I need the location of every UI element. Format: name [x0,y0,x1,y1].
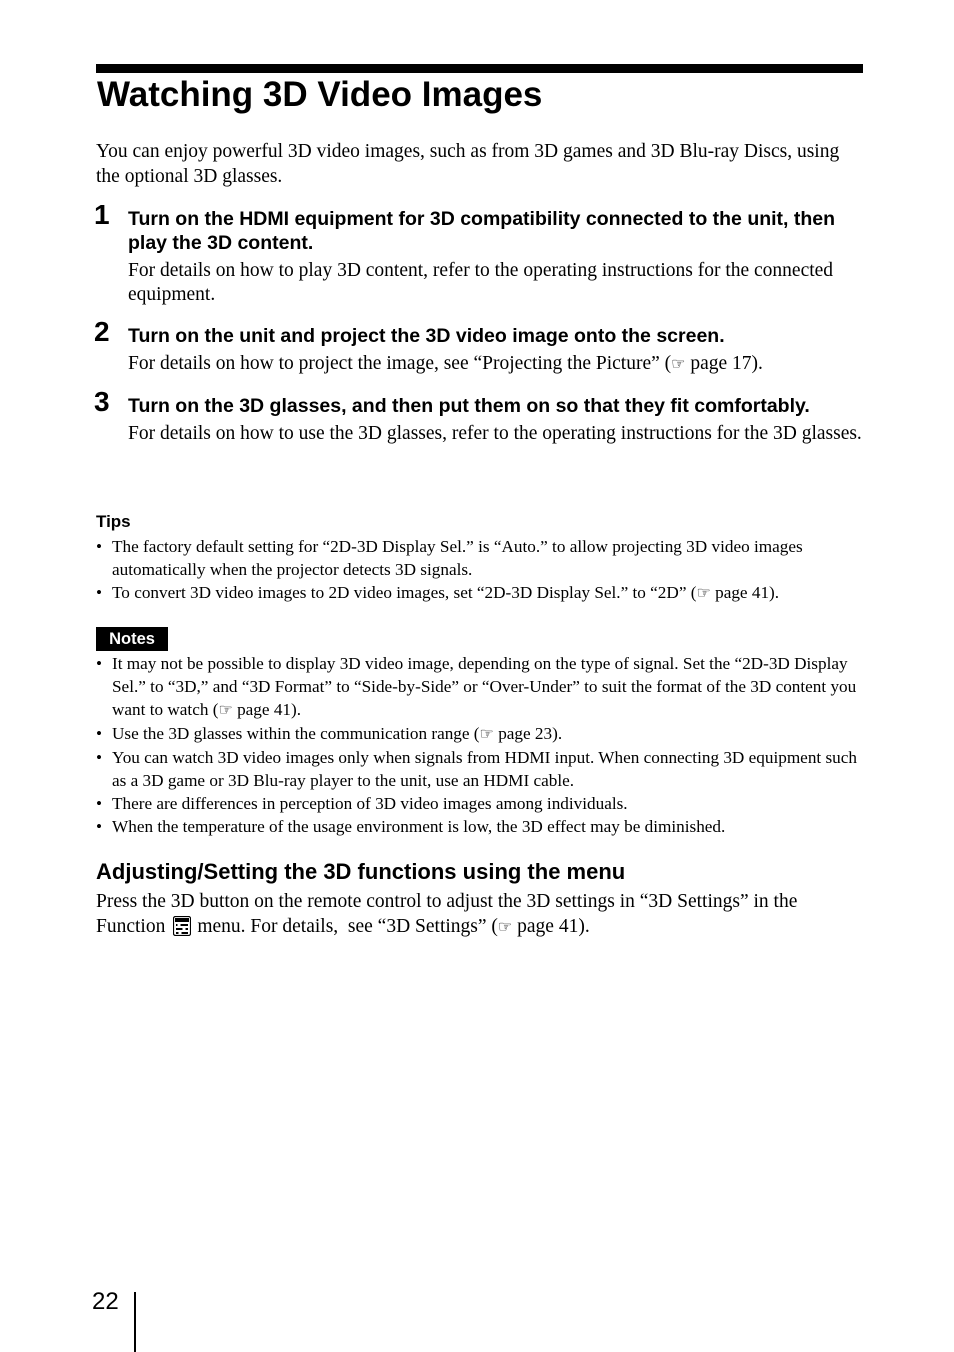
note-text: page 41). [232,700,302,719]
step-body-text: page 17). [685,353,763,374]
pointing-hand-icon: ☞ [218,702,233,719]
page-number: 22 [92,1288,119,1315]
section-heading: Adjusting/Setting the 3D functions using the menu [96,859,626,884]
step-body: For details on how to use the 3D glasses, refer to the operating instructions for the 3D glasses. [128,423,862,444]
list-item [96,652,868,722]
function-menu-icon [173,916,191,936]
intro-paragraph: You can enjoy powerful 3D video images, such as from 3D games and 3D Blu-ray Discs, using the optional 3D glasses. [96,141,840,187]
note-text: There are differences in perception of 3D video images among individuals. [112,794,628,813]
step-number: 2 [94,316,110,347]
bullet-glyph: • [96,583,103,602]
section-text: menu. For details, see “3D Settings” ( [197,916,498,937]
step-3 [94,386,866,446]
tips-list [96,535,868,605]
tips-heading: Tips [96,512,131,531]
note-text: When the temperature of the usage environment is low, the 3D effect may be diminished. [112,817,726,836]
step-heading: Turn on the 3D glasses, and then put them on so that they fit comfortably. [128,395,810,417]
section-text: page 41). [512,916,590,937]
note-text: It may not be possible to display 3D video image, depending on the type of signal. Set the “2D-3D Display Sel.” to “3D,” and “3D Format” to “Side-by-Side” or “Over-Under” to suit the format of the 3D content you want to watch ( [112,654,857,719]
notes-list [96,652,868,838]
step-number: 1 [94,199,110,230]
note-text: You can watch 3D video images only when signals from HDMI input. When connecting 3D equipment such as a 3D game or 3D Blu-ray player to the unit, use an HDMI cable. [112,748,857,790]
pointing-hand-icon: ☞ [479,726,494,743]
step-2 [94,316,866,377]
page-number-rule [134,1292,136,1352]
step-1 [94,199,866,307]
tip-text: To convert 3D video images to 2D video images, set “2D-3D Display Sel.” to “2D” ( [112,583,697,602]
step-body-text: For details on how to project the image, see “Projecting the Picture” ( [128,353,672,374]
bullet-glyph: • [96,794,103,813]
section-body [96,889,868,940]
bullet-glyph: • [96,537,103,556]
step-heading: Turn on the unit and project the 3D video image onto the screen. [128,325,725,347]
list-item [96,815,868,838]
bullet-glyph: • [96,748,103,767]
list-item [96,535,868,581]
step-heading: Turn on the HDMI equipment for 3D compatibility connected to the unit, then play the 3D content. [128,208,836,254]
note-text: Use the 3D glasses within the communication range ( [112,724,480,743]
list-item [96,581,868,605]
step-body [128,352,866,377]
notes-badge: Notes [96,627,168,651]
section-text: Press the 3D button on the remote control to adjust the 3D settings in “3D Settings” in the Function [96,891,798,937]
pointing-hand-icon: ☞ [671,356,686,373]
title-rule [96,64,863,73]
bullet-glyph: • [96,817,103,836]
step-body: For details on how to play 3D content, refer to the operating instructions for the connected equipment. [128,260,834,305]
list-item [96,722,868,746]
step-number: 3 [94,386,110,417]
tip-text: page 41). [710,583,780,602]
list-item [96,746,868,792]
bullet-glyph: • [96,724,103,743]
pointing-hand-icon: ☞ [497,919,513,936]
bullet-glyph: • [96,654,103,673]
page-title: Watching 3D Video Images [97,75,543,114]
pointing-hand-icon: ☞ [696,585,711,602]
list-item [96,792,868,815]
tip-text: The factory default setting for “2D-3D Display Sel.” is “Auto.” to allow projecting 3D video images automatically when the projector detects 3D signals. [112,537,803,579]
note-text: page 23). [493,724,563,743]
